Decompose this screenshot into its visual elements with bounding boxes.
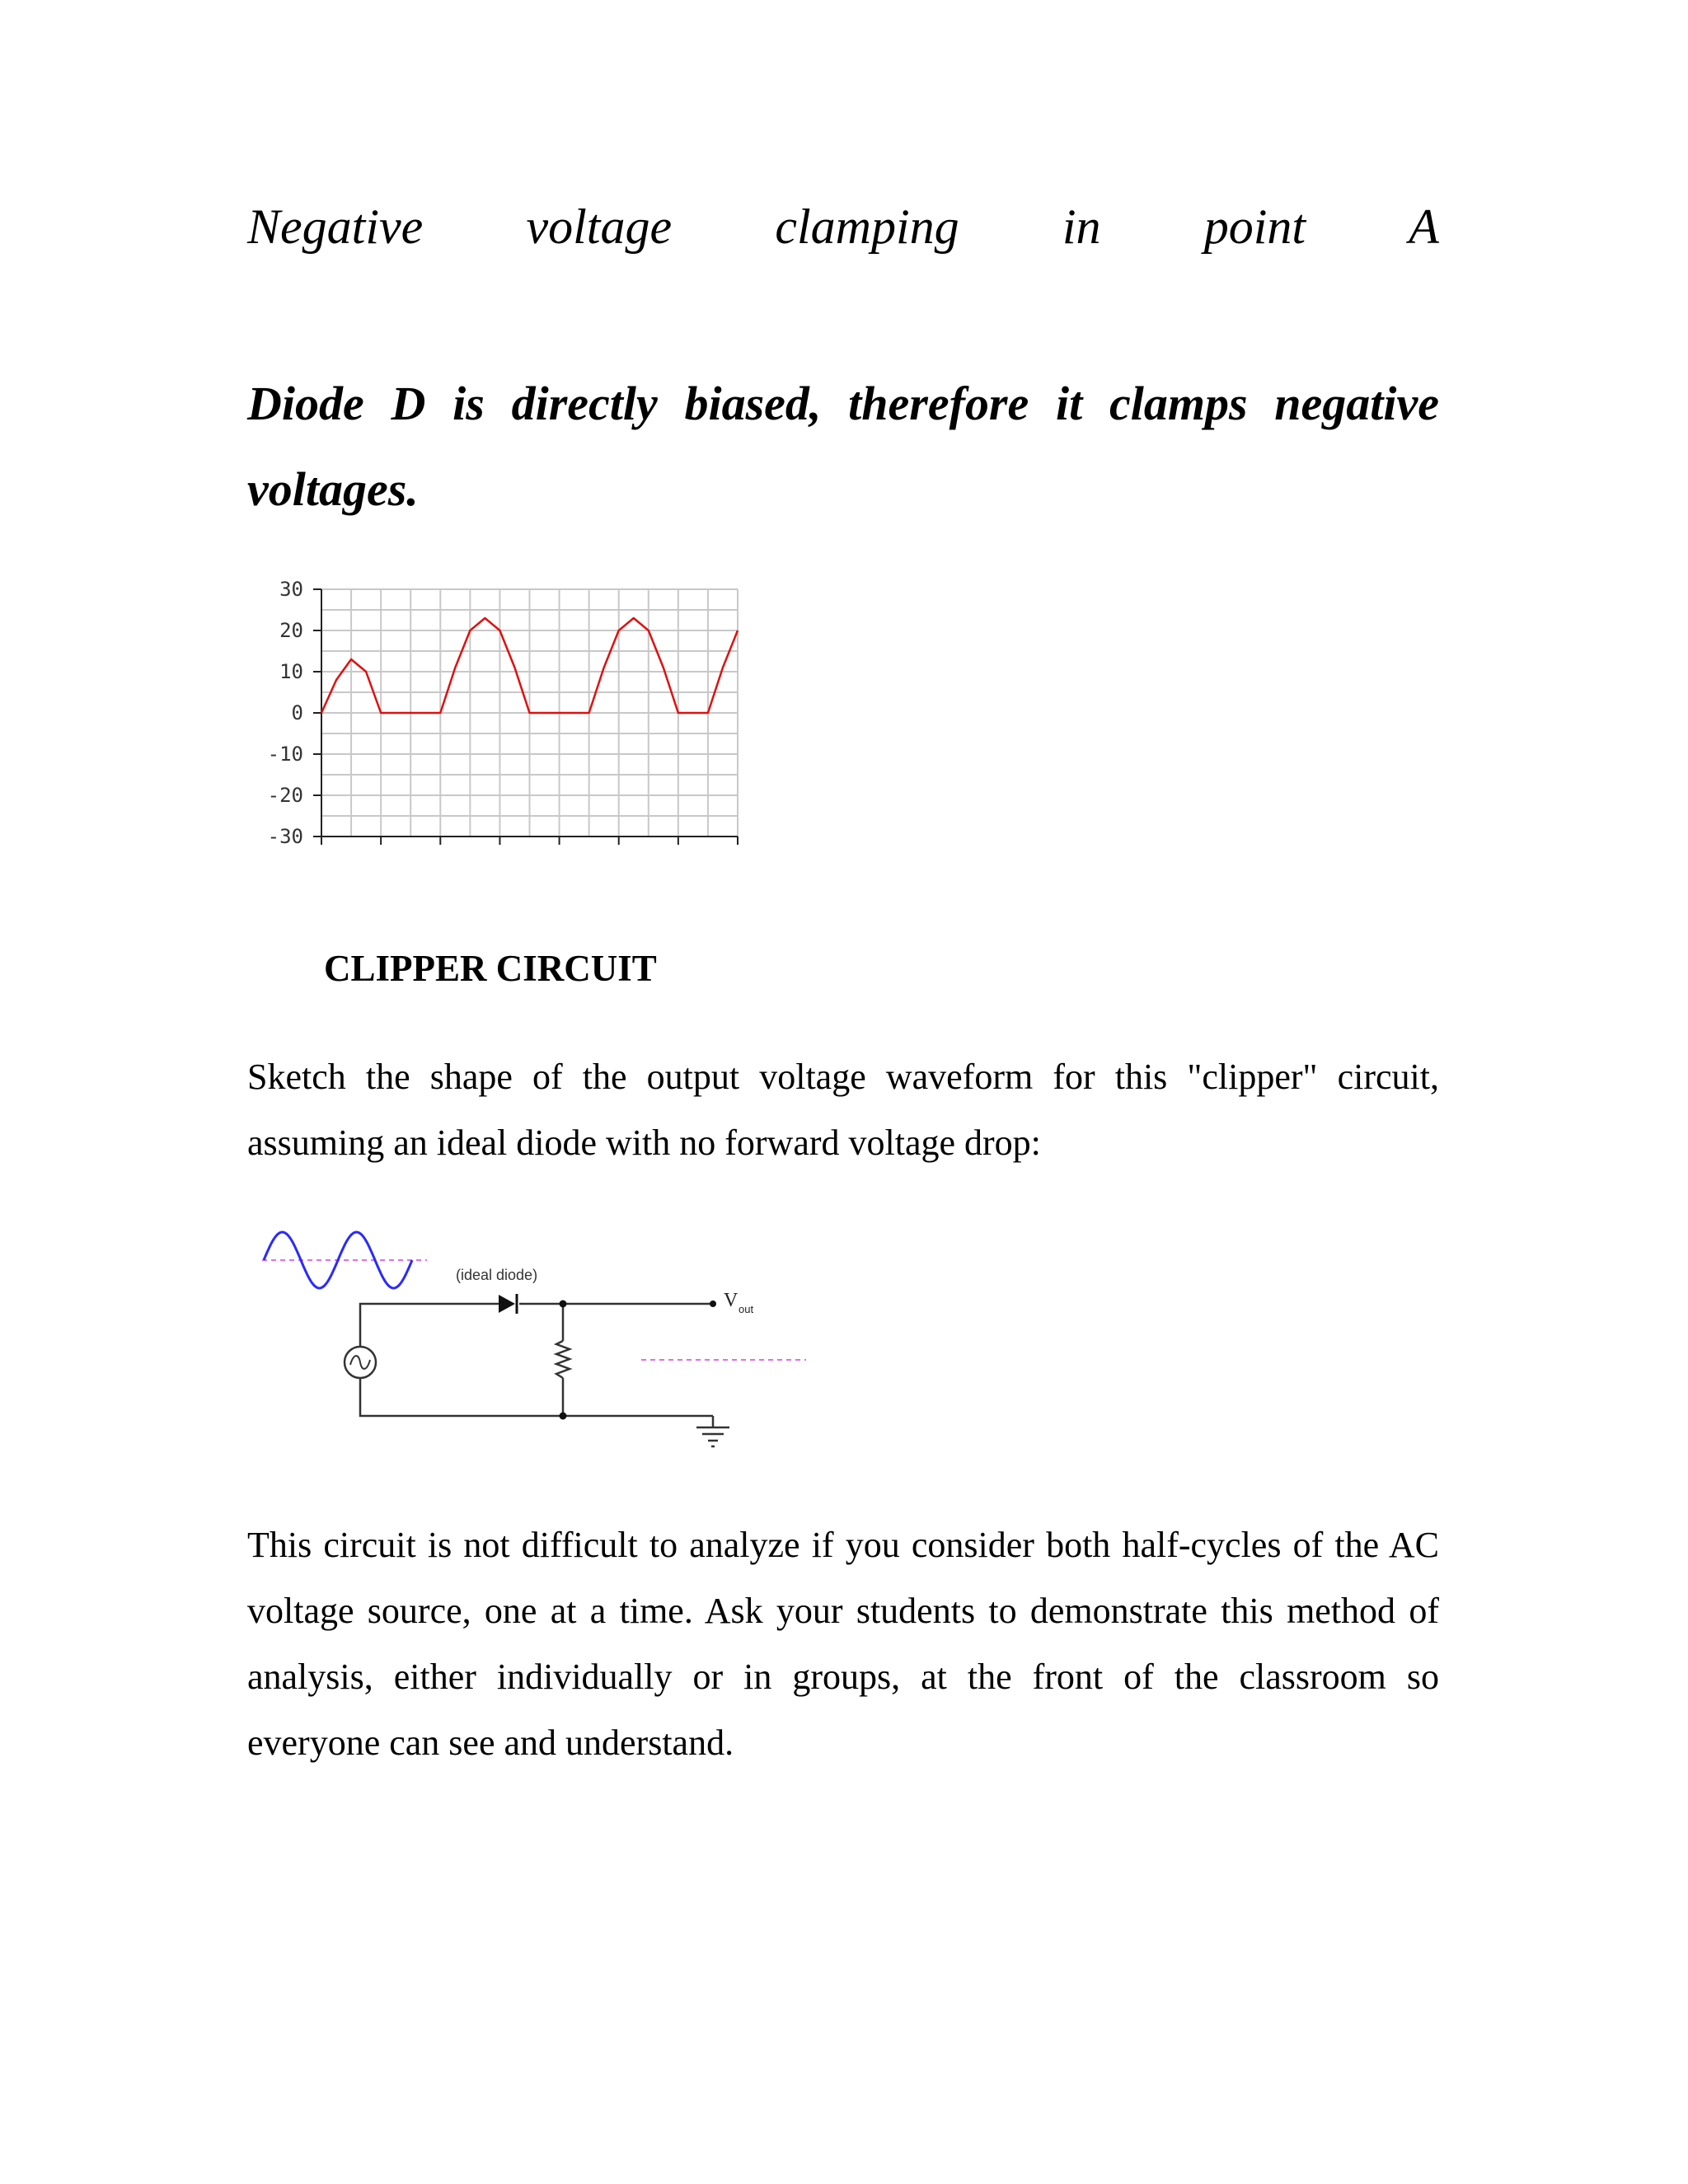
diode-label: (ideal diode) <box>456 1267 538 1283</box>
ac-source-symbol <box>345 1347 376 1378</box>
y-tick-label: 10 <box>279 660 303 683</box>
junction-dot <box>560 1301 567 1308</box>
clipper-circuit-diagram <box>247 1212 824 1459</box>
analysis-paragraph: This circuit is not difficult to analyze if you consider both half-cycles of the AC voltage source, one at a time. Ask your students to demonstrate this method of analysis, either individually or in groups, at the front of the classroom so everyone can see and understand. <box>247 1525 1439 1763</box>
y-tick-label: -30 <box>267 825 303 848</box>
y-tick-label: -10 <box>267 743 303 766</box>
circuit-wires <box>360 1304 713 1427</box>
page-title <box>247 194 1439 260</box>
vout-label: V <box>724 1290 738 1311</box>
section-heading: CLIPPER CIRCUIT <box>324 948 657 989</box>
title-word: A <box>1409 199 1439 254</box>
diode-statement: Diode D is directly biased, therefore it clamps negative voltages. <box>247 377 1439 516</box>
ground-symbol <box>696 1427 729 1446</box>
resistor-symbol <box>556 1341 570 1378</box>
title-word: in <box>1062 199 1101 254</box>
output-terminal-dot <box>710 1301 716 1307</box>
vout-subscript: out <box>738 1303 754 1315</box>
y-tick-label: 30 <box>279 578 303 601</box>
clamped-waveform-chart <box>239 569 750 849</box>
title-word: Negative <box>247 199 424 254</box>
junction-dot <box>560 1413 567 1420</box>
title-word: voltage <box>526 199 673 254</box>
title-word: clamping <box>775 199 959 254</box>
y-tick-label: 0 <box>291 701 303 724</box>
diode-symbol <box>499 1294 517 1314</box>
instruction-paragraph: Sketch the shape of the output voltage waveform for this "clipper" circuit, assuming an ideal diode with no forward voltage drop: <box>247 1057 1439 1163</box>
title-word: point <box>1203 199 1306 254</box>
y-tick-label: 20 <box>279 619 303 642</box>
y-tick-label: -20 <box>267 784 303 807</box>
